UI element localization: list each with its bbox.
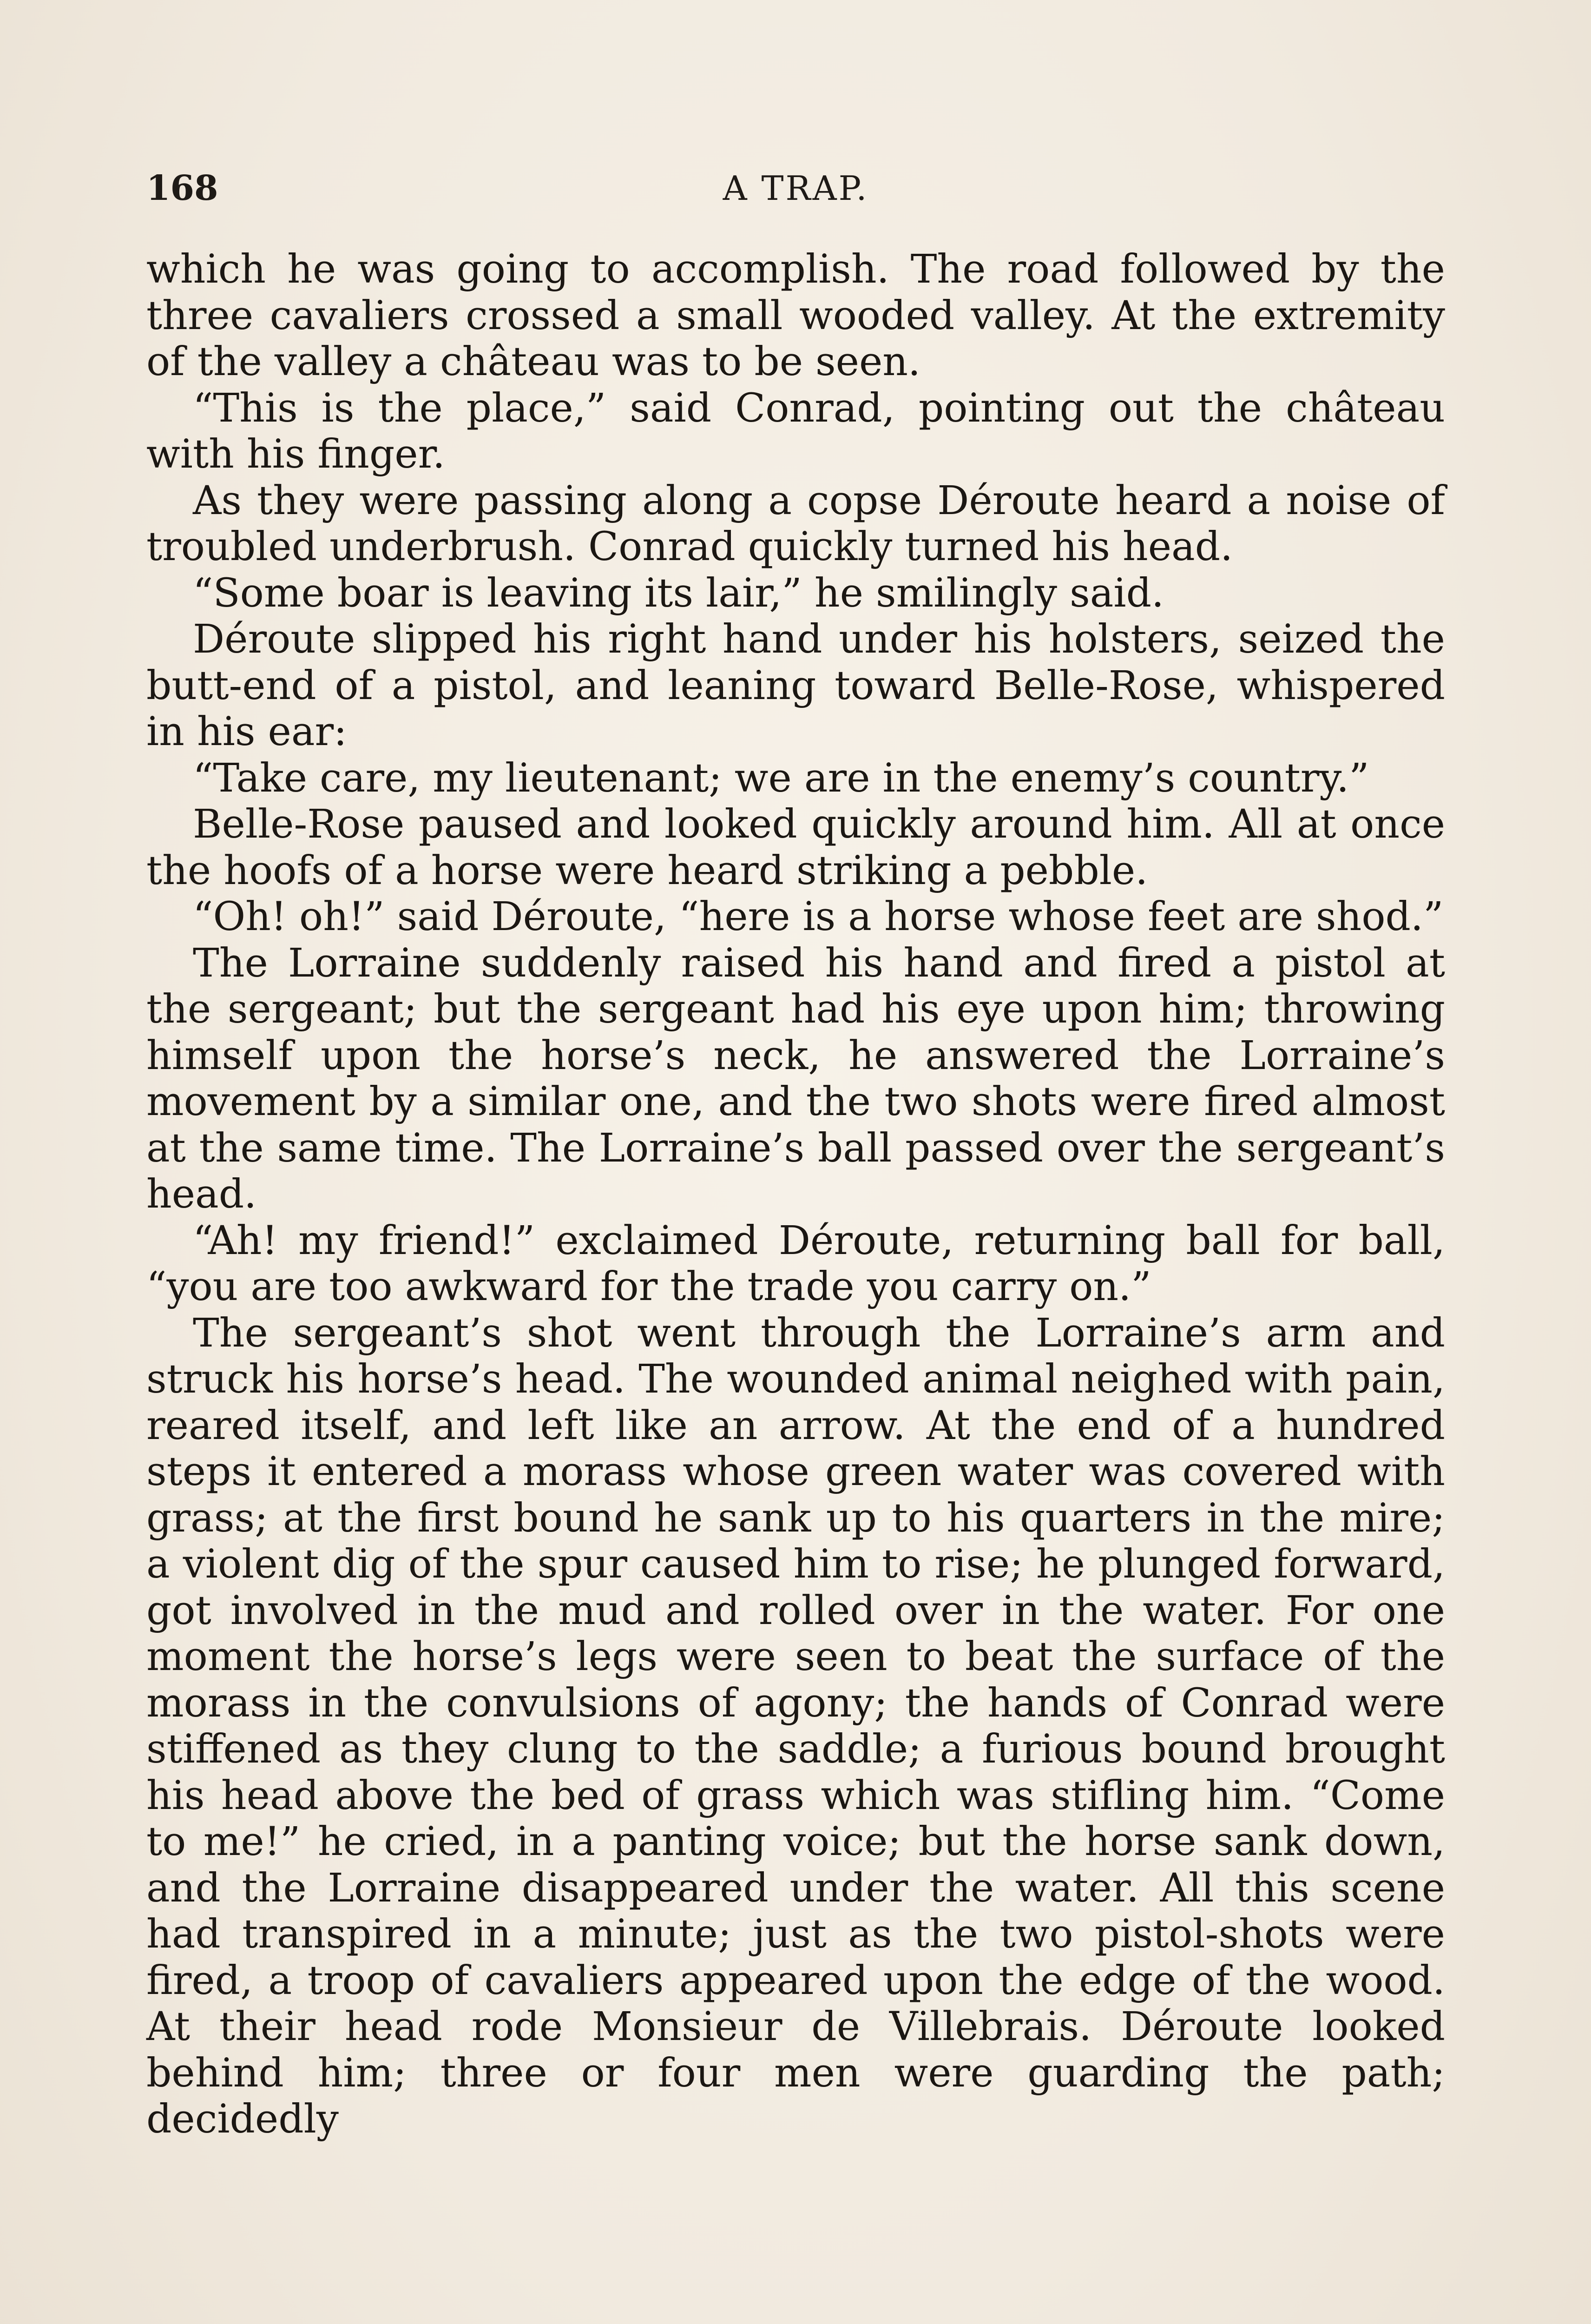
paragraph: The Lorraine suddenly raised his hand and fired a pistol at the sergeant; but the sergeant had his eye upon him; throwing himself upon the horse’s neck, he answered the Lorraine’s movement by a similar one, and the two shots were fired almost at the same time. The Lorraine’s ball passed over the sergeant’s head. xyxy=(146,940,1445,1217)
paragraph: As they were passing along a copse Déroute heard a noise of troubled underbrush. Conrad quickly turned his head. xyxy=(146,477,1445,570)
paragraph: “Oh! oh!” said Déroute, “here is a horse whose feet are shod.” xyxy=(193,894,1444,940)
page-number: 168 xyxy=(146,168,218,208)
running-head: A TRAP. xyxy=(723,169,869,208)
paragraph: which he was going to accomplish. The road followed by the three cavaliers crossed a small wooded valley. At the extremity of the valley a château was to be seen. xyxy=(146,246,1445,385)
page-header xyxy=(146,160,1445,216)
paragraph: “Take care, my lieutenant; we are in the enemy’s country.” xyxy=(193,755,1369,801)
paragraph: “Ah! my friend!” exclaimed Déroute, returning ball for ball, “you are too awkward for the trade you carry on.” xyxy=(146,1217,1445,1310)
paragraph: The sergeant’s shot went through the Lorraine’s arm and struck his horse’s head. The wounded animal neighed with pain, reared itself, and left like an arrow. At the end of a hundred steps it entered a morass whose green water was covered with grass; at the first bound he sank up to his quarters in the mire; a violent dig of the spur caused him to rise; he plunged forward, got involved in the mud and rolled over in the water. For one moment the horse’s legs were seen to beat the surface of the morass in the convulsions of agony; the hands of Conrad were stiffened as they clung to the saddle; a furious bound brought his head above the bed of grass which was stifling him. “Come to me!” he cried, in a panting voice; but the horse sank down, and the Lorraine disappeared under the water. All this scene had transpired in a minute; just as the two pistol-shots were fired, a troop of cavaliers appeared upon the edge of the wood. At their head rode Monsieur de Villebrais. Déroute looked behind him; three or four men were guarding the path; decidedly xyxy=(146,1310,1445,2142)
paragraph: Belle-Rose paused and looked quickly around him. All at once the hoofs of a horse were heard striking a pebble. xyxy=(146,801,1445,894)
paragraph: “Some boar is leaving its lair,” he smilingly said. xyxy=(193,570,1164,616)
paragraph: Déroute slipped his right hand under his holsters, seized the butt-end of a pistol, and leaning toward Belle-Rose, whispered in his ear: xyxy=(146,616,1445,755)
paragraph: “This is the place,” said Conrad, pointing out the château with his finger. xyxy=(146,385,1445,477)
body-text xyxy=(146,246,1445,2143)
